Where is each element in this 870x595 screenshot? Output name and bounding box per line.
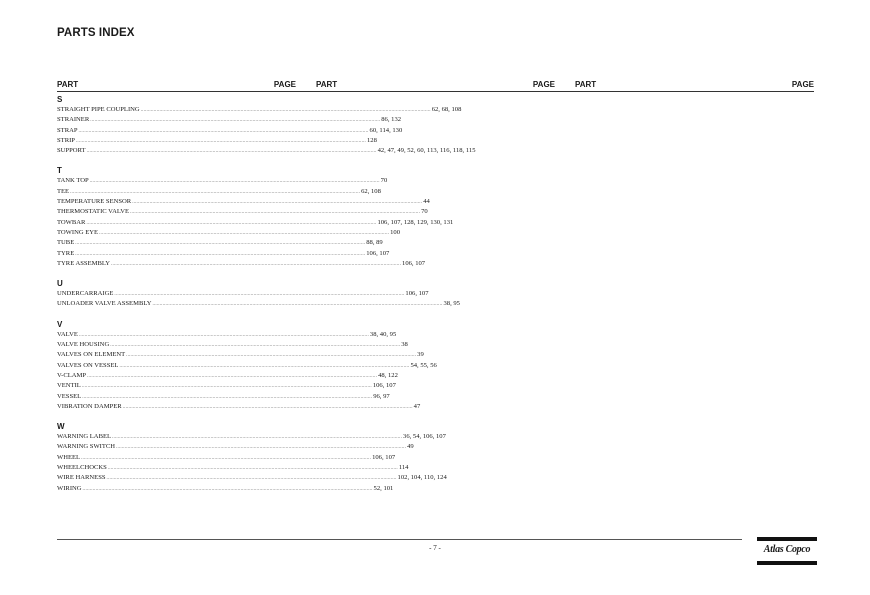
index-section-t [57, 166, 454, 269]
entry-name: VALVE HOUSING [57, 341, 110, 349]
entry-pages: 128 [366, 136, 377, 144]
index-entry [57, 146, 476, 156]
index-entry [57, 402, 421, 412]
index-entry [57, 484, 394, 494]
entry-pages: 88, 89 [366, 239, 383, 247]
index-section-w [57, 422, 447, 494]
header-divider [57, 91, 814, 92]
entry-pages: 106, 107 [402, 259, 426, 267]
entry-pages: 60, 114, 130 [369, 126, 403, 134]
index-entry [57, 371, 398, 381]
index-entry [57, 105, 462, 115]
dot-leader: ........................................................................................................................................................................................................ [75, 138, 366, 144]
entry-name: STRAINER [57, 116, 90, 124]
dot-leader: ........................................................................................................................................................................................................ [140, 108, 431, 113]
index-entry [57, 350, 424, 360]
entry-name: TYRE [57, 249, 75, 257]
index-entry [57, 381, 396, 391]
entry-name: WHEELCHOCKS [57, 464, 107, 472]
index-entry [57, 126, 403, 136]
entry-pages: 44 [423, 198, 430, 206]
entry-pages: 48, 122 [378, 371, 398, 379]
entry-name: TEE [57, 187, 70, 195]
atlas-copco-logo [757, 537, 817, 568]
entry-pages: 114 [398, 464, 409, 472]
page-number: - 7 - [429, 544, 441, 552]
index-entry [57, 228, 400, 238]
dot-leader: ........................................................................................................................................................................................................ [114, 292, 405, 298]
entry-name: VALVES ON ELEMENT [57, 351, 126, 359]
entry-pages: 49 [407, 443, 414, 451]
index-entry [57, 289, 429, 299]
entry-pages: 42, 47, 49, 52, 60, 113, 116, 118, 115 [377, 147, 476, 155]
dot-leader: ........................................................................................................................................................................................................ [81, 455, 372, 461]
dot-leader: ........................................................................................................................................................................................................ [99, 230, 390, 236]
entry-pages: 47 [413, 402, 421, 410]
dot-leader: ........................................................................................................................................................................................................ [81, 384, 372, 390]
entry-name: TUBE [57, 239, 75, 247]
index-section-s [57, 95, 476, 156]
entry-pages: 62, 68, 108 [431, 106, 462, 113]
entry-pages: 38, 40, 95 [369, 330, 397, 338]
section-letter: W [57, 422, 65, 432]
index-entry [57, 463, 409, 473]
dot-leader: ........................................................................................................................................................................................................ [107, 466, 398, 472]
dot-leader: ........................................................................................................................................................................................................ [132, 200, 423, 206]
section-letter: V [57, 319, 63, 329]
index-entry [57, 197, 430, 207]
dot-leader: ........................................................................................................................................................................................................ [87, 373, 378, 379]
entry-pages: 39 [417, 351, 424, 359]
index-entry [57, 361, 437, 371]
dot-leader: ........................................................................................................................................................................................................ [126, 353, 417, 359]
entry-name: VESSEL [57, 392, 82, 400]
entry-name: TEMPERATURE SENSOR [57, 198, 132, 206]
dot-leader: ........................................................................................................................................................................................................ [152, 302, 443, 308]
index-entry [57, 249, 390, 259]
index-entry [57, 299, 460, 309]
entry-name: WHEEL [57, 453, 81, 461]
entry-name: UNDERCARRAIGE [57, 290, 114, 298]
entry-name: VENTIL [57, 382, 81, 390]
entry-pages: 106, 107 [405, 290, 429, 298]
entry-pages: 100 [390, 228, 400, 236]
part-column-label: PART [316, 80, 338, 89]
dot-leader: ........................................................................................................................................................................................................ [86, 220, 377, 226]
entry-name: THERMOSTATIC VALVE [57, 208, 130, 216]
footer-divider [57, 539, 742, 540]
entry-name: VALVES ON VESSEL [57, 361, 119, 369]
entry-pages: 62, 108 [361, 187, 381, 195]
index-section-u [57, 279, 460, 310]
entry-pages: 70 [380, 177, 388, 185]
index-entry [57, 442, 414, 452]
entry-name: WARNING SWITCH [57, 443, 116, 451]
index-column [57, 95, 476, 504]
section-letter: S [57, 95, 63, 104]
entry-pages: 106, 107 [372, 382, 396, 390]
dot-leader: ........................................................................................................................................................................................................ [82, 394, 373, 400]
logo-bar [757, 537, 817, 541]
index-entry [57, 453, 396, 463]
index-entry [57, 330, 397, 340]
entry-name: WIRE HARNESS [57, 474, 106, 482]
dot-leader: ........................................................................................................................................................................................................ [75, 241, 366, 247]
entry-name: WIRING [57, 484, 82, 492]
dot-leader: ........................................................................................................................................................................................................ [122, 404, 413, 410]
entry-pages: 106, 107 [372, 453, 396, 461]
index-entry [57, 259, 426, 269]
dot-leader: ........................................................................................................................................................................................................ [86, 149, 377, 155]
entry-pages: 86, 132 [381, 116, 402, 124]
entry-pages: 54, 55, 56 [410, 361, 437, 369]
index-entry [57, 238, 383, 248]
index-entry [57, 473, 447, 483]
dot-leader: ........................................................................................................................................................................................................ [70, 189, 361, 195]
entry-pages: 96, 97 [373, 392, 390, 400]
entry-pages: 102, 104, 110, 124 [397, 474, 447, 482]
entry-pages: 106, 107 [366, 249, 390, 257]
part-column-label: PART [575, 80, 597, 89]
entry-name: UNLOADER VALVE ASSEMBLY [57, 300, 152, 308]
index-entry [57, 207, 428, 217]
dot-leader: ........................................................................................................................................................................................................ [111, 261, 402, 267]
entry-name: TANK TOP [57, 177, 89, 185]
entry-name: TYRE ASSEMBLY [57, 259, 111, 267]
dot-leader: ........................................................................................................................................................................................................ [106, 476, 397, 482]
index-entry [57, 187, 381, 197]
entry-name: SUPPORT [57, 147, 86, 155]
entry-name: WARNING LABEL [57, 433, 112, 441]
dot-leader: ........................................................................................................................................................................................................ [110, 343, 401, 349]
index-entry [57, 115, 402, 125]
index-entry [57, 392, 390, 402]
dot-leader: ........................................................................................................................................................................................................ [82, 486, 373, 492]
dot-leader: ........................................................................................................................................................................................................ [89, 179, 380, 185]
entry-pages: 70 [421, 208, 428, 216]
index-entry [57, 136, 377, 146]
logo-bar [757, 561, 817, 565]
index-entry [57, 432, 446, 442]
entry-name: VIBRATION DAMPER [57, 402, 122, 410]
entry-name: STRAP [57, 126, 78, 134]
entry-pages: 38 [401, 341, 408, 349]
entry-pages: 38, 95 [443, 300, 460, 308]
part-column-label: PART [57, 80, 79, 89]
entry-name: STRAIGHT PIPE COUPLING [57, 106, 140, 113]
index-entry [57, 340, 408, 350]
page-column-label: PAGE [791, 80, 814, 89]
dot-leader: ........................................................................................................................................................................................................ [119, 363, 410, 369]
dot-leader: ........................................................................................................................................................................................................ [116, 445, 407, 451]
page-column-label: PAGE [532, 80, 555, 89]
dot-leader: ........................................................................................................................................................................................................ [130, 210, 421, 216]
page-column-label: PAGE [273, 80, 296, 89]
index-section-v [57, 319, 437, 412]
logo-text: Atlas Copco [763, 544, 811, 555]
entry-name: VALVE [57, 330, 78, 338]
entry-pages: 36, 54, 106, 107 [403, 433, 446, 441]
page-title: PARTS INDEX [57, 27, 135, 39]
index-entry [57, 176, 388, 186]
index-entry [57, 218, 454, 228]
entry-name: TOWING EYE [57, 228, 99, 236]
section-letter: U [57, 279, 63, 289]
entry-pages: 52, 101 [373, 484, 394, 492]
entry-pages: 106, 107, 128, 129, 130, 131 [377, 218, 454, 226]
dot-leader: ........................................................................................................................................................................................................ [78, 332, 369, 338]
section-letter: T [57, 166, 62, 176]
dot-leader: ........................................................................................................................................................................................................ [90, 118, 381, 124]
entry-name: TOWBAR [57, 218, 86, 226]
dot-leader: ........................................................................................................................................................................................................ [78, 128, 369, 134]
entry-name: STRIP [57, 136, 75, 144]
dot-leader: ........................................................................................................................................................................................................ [112, 435, 403, 441]
entry-name: V-CLAMP [57, 371, 87, 379]
dot-leader: ........................................................................................................................................................................................................ [75, 251, 366, 257]
